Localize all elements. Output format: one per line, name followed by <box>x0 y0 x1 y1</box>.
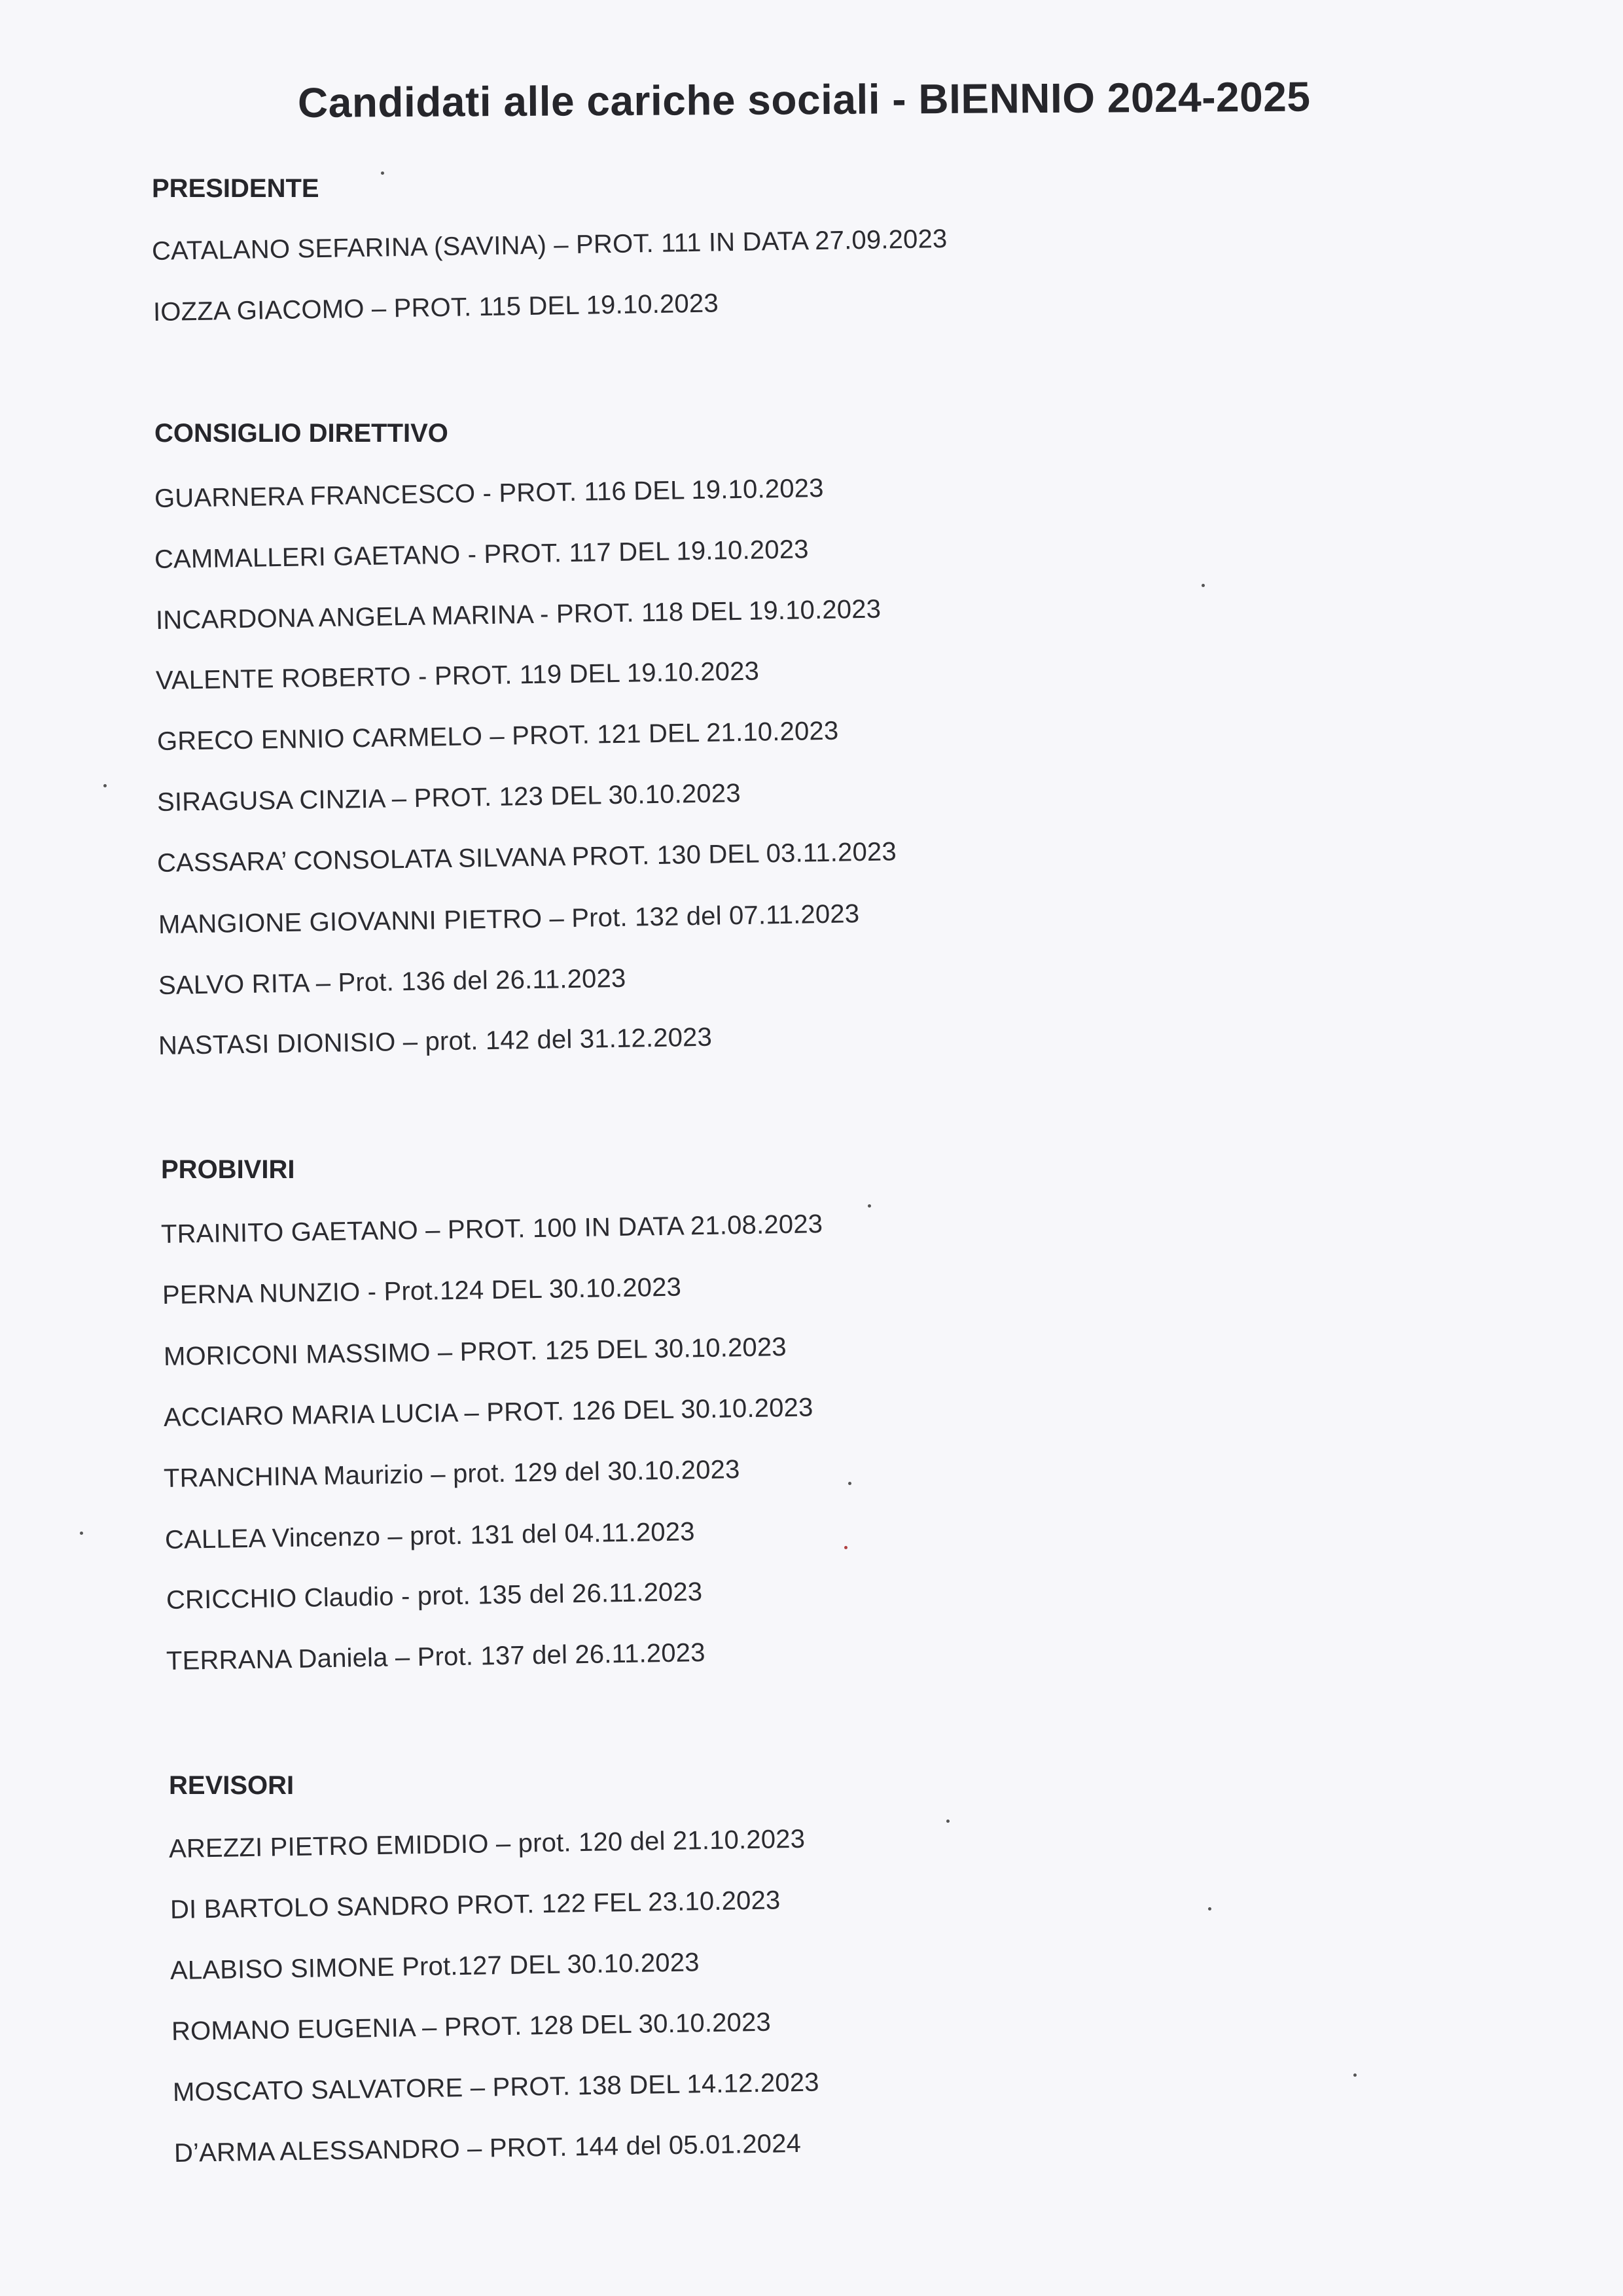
candidate-entry: TERRANA Daniela – Prot. 137 del 26.11.2023 <box>166 1638 705 1676</box>
candidate-entry: ALABISO SIMONE Prot.127 DEL 30.10.2023 <box>169 1948 700 1985</box>
scan-speck <box>848 1482 851 1485</box>
candidate-entry: MANGIONE GIOVANNI PIETRO – Prot. 132 del 07.11.2023 <box>158 899 860 939</box>
scan-speck <box>381 171 384 175</box>
candidate-entry: CALLEA Vincenzo – prot. 131 del 04.11.2023 <box>164 1517 695 1554</box>
candidate-entry: GRECO ENNIO CARMELO – PROT. 121 DEL 21.10.2023 <box>156 716 839 756</box>
candidate-entry: CATALANO SEFARINA (SAVINA) – PROT. 111 IN DATA 27.09.2023 <box>151 224 948 266</box>
candidate-entry: SIRAGUSA CINZIA – PROT. 123 DEL 30.10.2023 <box>156 778 741 817</box>
candidate-entry: SALVO RITA – Prot. 136 del 26.11.2023 <box>158 963 626 1000</box>
candidate-entry: D’ARMA ALESSANDRO – PROT. 144 del 05.01.2024 <box>173 2128 802 2168</box>
candidate-entry: AREZZI PIETRO EMIDDIO – prot. 120 del 21.10.2023 <box>168 1824 806 1863</box>
candidate-entry: ROMANO EUGENIA – PROT. 128 DEL 30.10.2023 <box>171 2007 772 2046</box>
candidate-entry: NASTASI DIONISIO – prot. 142 del 31.12.2023 <box>158 1022 713 1060</box>
candidate-entry: PERNA NUNZIO - Prot.124 DEL 30.10.2023 <box>162 1272 682 1310</box>
section-heading-presidente: PRESIDENTE <box>152 174 319 203</box>
candidate-entry: INCARDONA ANGELA MARINA - PROT. 118 DEL 19.10.2023 <box>155 594 882 635</box>
section-heading-probiviri: PROBIVIRI <box>161 1155 295 1184</box>
candidate-entry: VALENTE ROBERTO - PROT. 119 DEL 19.10.2023 <box>155 656 760 695</box>
candidate-entry: DI BARTOLO SANDRO PROT. 122 FEL 23.10.2023 <box>169 1886 781 1924</box>
document-title: Candidati alle cariche sociali - BIENNIO 2024-2025 <box>297 73 1311 126</box>
candidate-entry: CRICCHIO Claudio - prot. 135 del 26.11.2023 <box>166 1577 703 1615</box>
section-heading-consiglio-direttivo: CONSIGLIO DIRETTIVO <box>154 419 448 448</box>
scan-speck <box>1208 1907 1211 1910</box>
scan-speck <box>1353 2073 1357 2077</box>
section-heading-revisori: REVISORI <box>169 1771 294 1800</box>
candidate-entry: TRANCHINA Maurizio – prot. 129 del 30.10.2023 <box>163 1455 740 1493</box>
scan-speck <box>946 1820 950 1823</box>
scan-speck <box>80 1532 83 1535</box>
candidate-entry: GUARNERA FRANCESCO - PROT. 116 DEL 19.10.2023 <box>154 473 824 513</box>
candidate-entry: CASSARA’ CONSOLATA SILVANA PROT. 130 DEL 03.11.2023 <box>156 837 897 878</box>
candidate-entry: IOZZA GIACOMO – PROT. 115 DEL 19.10.2023 <box>152 289 719 327</box>
scan-speck <box>844 1546 847 1549</box>
scan-speck <box>868 1204 871 1208</box>
candidate-entry: MORICONI MASSIMO – PROT. 125 DEL 30.10.2023 <box>163 1333 787 1371</box>
candidate-entry: TRAINITO GAETANO – PROT. 100 IN DATA 21.08.2023 <box>160 1210 823 1249</box>
scan-speck <box>1202 584 1205 587</box>
candidate-entry: ACCIARO MARIA LUCIA – PROT. 126 DEL 30.10.2023 <box>163 1393 813 1432</box>
candidate-entry: MOSCATO SALVATORE – PROT. 138 DEL 14.12.2023 <box>172 2068 819 2107</box>
candidate-entry: CAMMALLERI GAETANO - PROT. 117 DEL 19.10.2023 <box>154 535 809 574</box>
scan-speck <box>103 784 107 787</box>
